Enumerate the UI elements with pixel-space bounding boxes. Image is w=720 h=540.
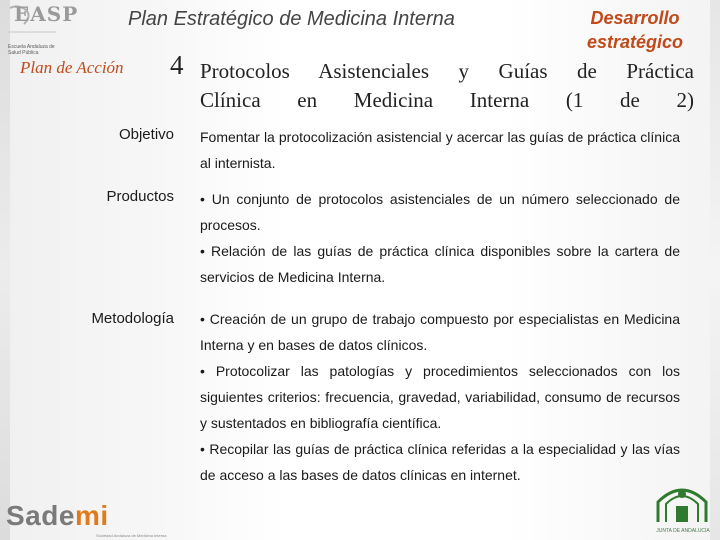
header-tag-line-1: Desarrollo bbox=[590, 8, 680, 28]
junta-emblem-icon bbox=[650, 472, 714, 528]
plan-number: 4 bbox=[170, 50, 184, 80]
easp-wordmark: EASP bbox=[14, 2, 79, 26]
sademi-wordmark-b: mi bbox=[74, 500, 109, 531]
plan-title bbox=[200, 57, 694, 115]
header-tag-line-2: estratégico bbox=[586, 32, 684, 52]
plan-title-line-1: Protocolos Asistenciales y Guías de Práctica bbox=[200, 59, 694, 83]
sademi-wordmark-a: Sade bbox=[6, 500, 75, 531]
easp-logo bbox=[4, 2, 79, 60]
plan-title-line-2: Clínica en Medicina Interna (1 de 2) bbox=[200, 88, 694, 112]
productos-label: Productos bbox=[106, 188, 174, 205]
right-border-stripe bbox=[710, 0, 720, 540]
sademi-subtitle: Sociedad Andaluza de Medicina Interna bbox=[96, 533, 167, 538]
objetivo-label: Objetivo bbox=[118, 126, 174, 143]
metodologia-item-3: • Recopilar las guías de práctica clínica referidas a la especialidad y las vías de acceso a las bases de datos clínicas en internet. bbox=[200, 441, 680, 483]
easp-subtitle: Escuela Andaluza de Salud Pública bbox=[8, 44, 55, 56]
header-section-tag bbox=[560, 6, 710, 54]
productos-item-1: • Un conjunto de protocolos asistenciales de un número seleccionado de procesos. bbox=[200, 191, 680, 233]
junta-caption: JUNTA DE ANDALUCIA bbox=[656, 528, 710, 534]
productos-list bbox=[200, 186, 680, 290]
header-title: Plan Estratégico de Medicina Interna bbox=[128, 8, 455, 30]
sademi-logo bbox=[6, 500, 109, 532]
objetivo-text: Fomentar la protocolización asistencial y acercar las guías de práctica clínica al internista. bbox=[200, 129, 680, 171]
metodologia-label: Metodología bbox=[91, 310, 174, 327]
metodologia-item-2: • Protocolizar las patologías y procedimientos seleccionados con los siguientes criterios: frecuencia, gravedad, variabilidad, consumo de recursos y sustentados en bibliografía científica. bbox=[200, 363, 680, 431]
metodologia-item-1: • Creación de un grupo de trabajo compuesto por especialistas en Medicina Interna y en bases de datos clínicos. bbox=[200, 311, 680, 353]
metodologia-list bbox=[200, 306, 680, 488]
plan-label: Plan de Acción bbox=[20, 58, 124, 77]
left-border-stripe bbox=[0, 0, 10, 540]
productos-item-2: • Relación de las guías de práctica clínica disponibles sobre la cartera de servicios de Medicina Interna. bbox=[200, 243, 680, 285]
